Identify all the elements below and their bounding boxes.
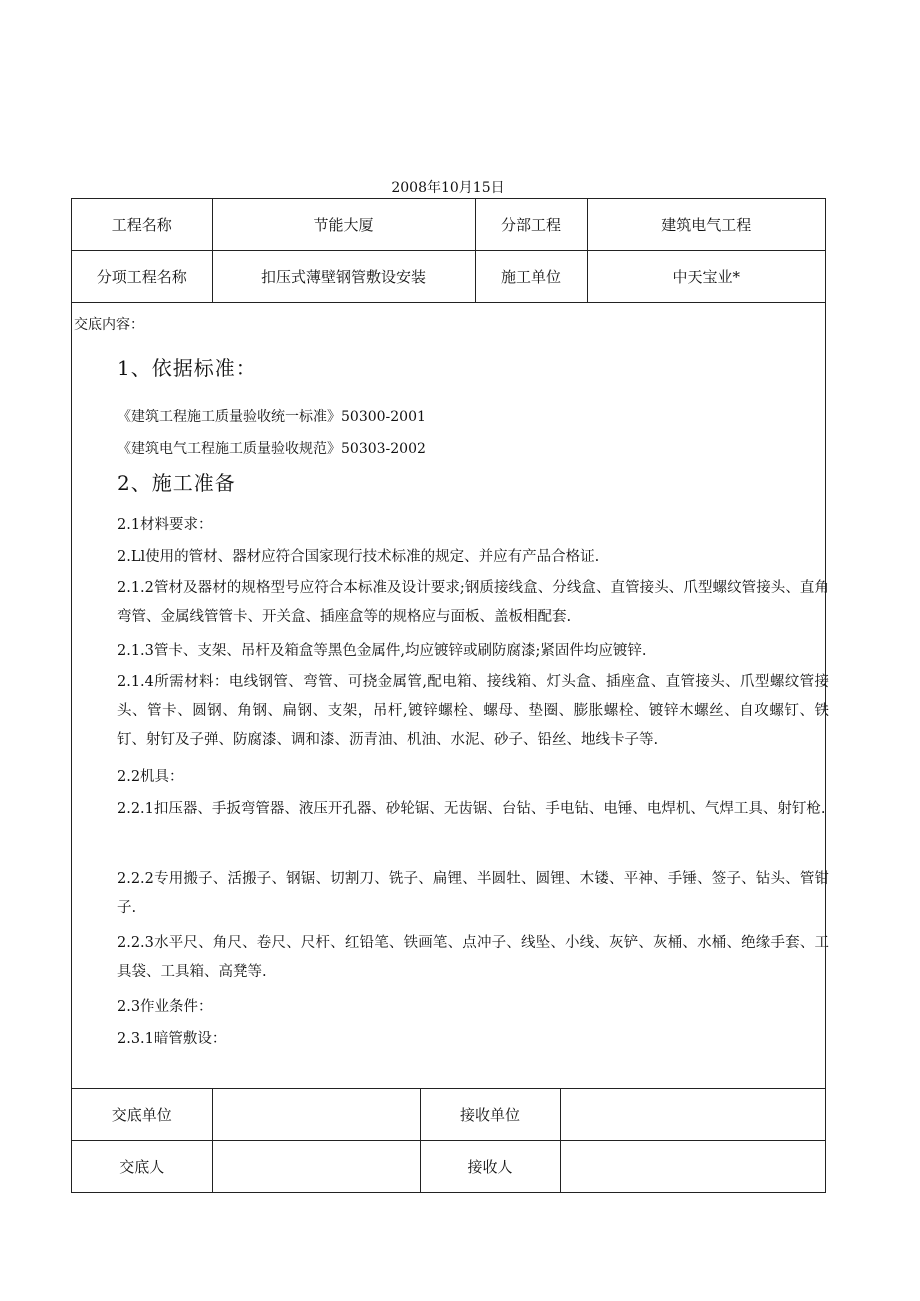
issuer-value <box>212 1141 420 1193</box>
contractor-label: 施工单位 <box>475 251 587 303</box>
issuer-label: 交底人 <box>72 1141 212 1193</box>
item-2-1-1: 2.Ll使用的管材、器材应符合国家现行技术标准的规定、并应有产品合格证. <box>117 549 600 565</box>
receiver-value <box>560 1141 825 1193</box>
item-2-2-2: 2.2.2专用搬子、活搬子、钢锯、切割刀、铣子、扁锂、半圆牡、圆锂、木镂、平神、手锤、签子、钻头、管钳子. <box>117 871 829 916</box>
contractor-value: 中天宝业* <box>587 251 825 303</box>
receiver-unit-label: 接收单位 <box>420 1089 560 1141</box>
content-label: 交底内容： <box>74 317 144 333</box>
subsection-2-2: 2.2机具： <box>117 769 184 785</box>
issuer-unit-label: 交底单位 <box>72 1089 212 1141</box>
item-2-1-2: 2.1.2管材及器材的规格型号应符合本标准及设计要求;钢质接线盒、分线盒、直管接头、爪型螺纹管接头、直角弯管、金属线管管卡、开关盒、插座盒等的规格应与面板、盖板相配套. <box>117 580 829 625</box>
section-1-heading: 1、依据标准： <box>117 356 257 380</box>
subsection-2-1: 2.1材料要求： <box>117 517 213 533</box>
project-name-label: 工程名称 <box>72 199 212 251</box>
header-row-2 <box>72 251 825 303</box>
standard-item: 《建筑工程施工质量验收统一标准》50300-2001 <box>117 409 426 425</box>
subsection-2-3: 2.3作业条件： <box>117 999 213 1015</box>
disclosure-content <box>72 304 829 1089</box>
receiver-label: 接收人 <box>420 1141 560 1193</box>
item-2-1-4: 2.1.4所需材料：电线钢管、弯管、可挠金属管,配电箱、接线箱、灯头盒、插座盒、直管接头、爪型螺纹管接头、管卡、圆钢、角钢、扁钢、支架，吊杆,镀锌螺栓、螺母、垫圈、膨胀螺栓、镀锌木螺丝、自攻螺钉、铁钉、射钉及子弹、防腐漆、调和漆、沥青油、机油、水泥、砂子、铅丝、地线卡子等. <box>117 674 829 748</box>
subitem-label: 分项工程名称 <box>72 251 212 303</box>
division-label: 分部工程 <box>475 199 587 251</box>
header-table <box>72 199 825 303</box>
disclosure-form <box>71 198 829 1193</box>
signature-row-1 <box>72 1089 825 1141</box>
item-2-1-3: 2.1.3管卡、支架、吊杆及箱盒等黑色金属件,均应镀锌或刷防腐漆;紧固件均应镀锌. <box>117 643 647 659</box>
item-2-3-1: 2.3.1暗管敷设： <box>117 1031 227 1047</box>
item-2-2-1: 2.2.1扣压器、手扳弯管器、液压开孔器、砂轮锯、无齿锯、台钻、手电钻、电锤、电焊机、气焊工具、射钉枪. <box>117 801 826 817</box>
issuer-unit-value <box>212 1089 420 1141</box>
document-date: 2008年10月15日 <box>391 180 505 196</box>
subitem-value: 扣压式薄壁钢管敷设安装 <box>212 251 475 303</box>
division-value: 建筑电气工程 <box>587 199 825 251</box>
section-2-heading: 2、施工准备 <box>117 471 236 495</box>
header-row-1 <box>72 199 825 251</box>
signature-row-2 <box>72 1141 825 1193</box>
standard-item: 《建筑电气工程施工质量验收规范》50303-2002 <box>117 441 426 457</box>
signature-table <box>72 1089 825 1192</box>
receiver-unit-value <box>560 1089 825 1141</box>
item-2-2-3: 2.2.3水平尺、角尺、卷尺、尺杆、红铅笔、铁画笔、点冲子、线坠、小线、灰铲、灰桶、水桶、绝缘手套、工具袋、工具箱、高凳等. <box>117 935 829 980</box>
project-name-value: 节能大厦 <box>212 199 475 251</box>
